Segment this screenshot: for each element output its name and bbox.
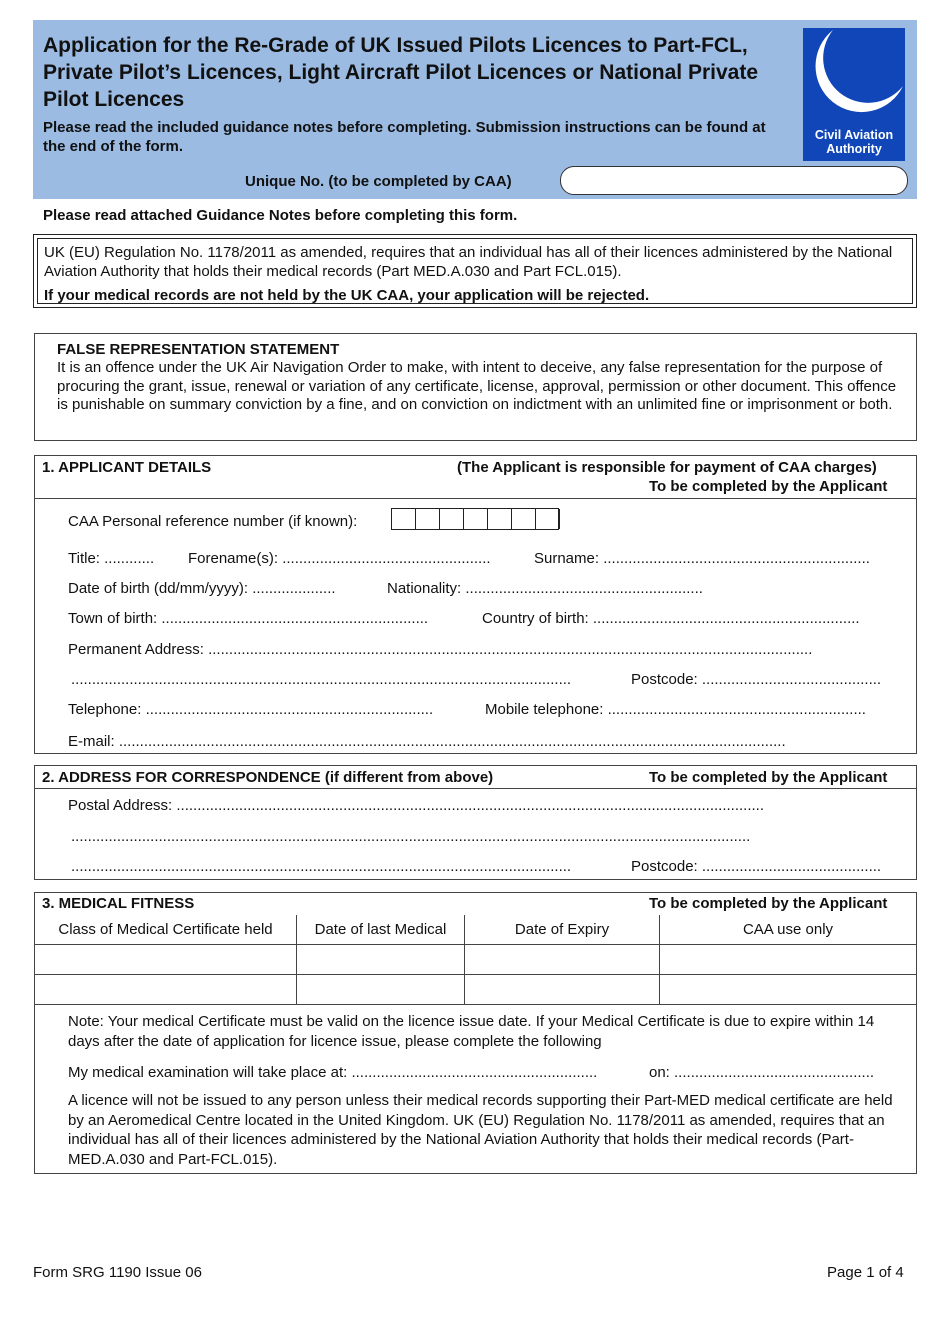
correspondence-postcode-field[interactable]: Postcode: ........................................... [631,858,882,875]
section1-charges-note: (The Applicant is responsible for payment of CAA charges) [457,459,877,476]
regulation-warning: If your medical records are not held by the UK CAA, your application will be rejected. [44,287,650,304]
guidance-note: Please read attached Guidance Notes before completing this form. [43,207,518,224]
caa-use-cell [660,945,917,975]
permanent-address-field[interactable]: Permanent Address: ................................................................................................................................................. [68,641,813,658]
section2-header [35,766,916,789]
forename-field[interactable]: Forename(s): .................................................. [188,550,491,567]
false-representation-body: It is an offence under the UK Air Navigation Order to make, with intent to deceive, any false representation for the purpose of procuring the grant, issue, renewal or variation of any certificate, license, approval, permission or other document. This offence is punishable on summary conviction by a fine, and on conviction on indictment with an unlimited fine or imprisonment or both. [57,359,897,413]
licence-issue-note: A licence will not be issued to any person unless their medical records supporting their Part-MED medical certificate are held by an Aeromedical Centre located in the United Kingdom. UK (EU) Regulation No. 1178/2011 as amended, requires that an individual has all of their licences administered by the National Aviation Authority that holds their medical records (Part-MED.A.030 and Part-FCL.015). [68,1092,893,1168]
col-last-medical-header: Date of last Medical [297,915,465,945]
col-expiry-header: Date of Expiry [465,915,660,945]
caa-ref-label: CAA Personal reference number (if known): [68,513,358,530]
medical-table-header [35,915,916,945]
telephone-field[interactable]: Telephone: ..................................................................... [68,701,434,718]
medical-class-cell[interactable] [35,975,297,1005]
title-field[interactable]: Title: ............ [68,550,155,567]
false-representation-heading: FALSE REPRESENTATION STATEMENT [57,341,340,358]
section-applicant-details [34,455,917,754]
header-instructions: Please read the included guidance notes before completing. Submission instructions can be found at the end of the form. [43,119,766,155]
section1-heading: 1. APPLICANT DETAILS [42,459,212,476]
false-representation-box [34,333,917,441]
caa-use-cell [660,975,917,1005]
last-medical-cell[interactable] [297,975,465,1005]
medical-exam-date-field[interactable]: on: ................................................ [649,1064,875,1081]
medical-note: Note: Your medical Certificate must be valid on the licence issue date. If your Medical Certificate is due to expire within 14 days after the date of application for licence issue, please complete the following [68,1013,875,1050]
nationality-field[interactable]: Nationality: ......................................................... [387,580,703,597]
logo-line2: Authority [826,142,882,156]
country-of-birth-field[interactable]: Country of birth: ................................................................ [482,610,860,627]
page-number: Page 1 of 4 [827,1264,904,1281]
medical-table [35,915,916,1005]
section1-applicant-note: To be completed by the Applicant [649,478,888,495]
regulation-text: UK (EU) Regulation No. 1178/2011 as amended, requires that an individual has all of their licences administered by the National Aviation Authority that holds their medical records (Part MED.A.030 and Part FCL.015). [44,244,893,280]
section3-heading: 3. MEDICAL FITNESS [42,895,195,912]
last-medical-cell[interactable] [297,945,465,975]
logo-text [803,128,905,156]
caa-logo [803,28,905,161]
email-field[interactable]: E-mail: ................................................................................................................................................................ [68,733,786,750]
medical-exam-location-field[interactable]: My medical examination will take place at: ........................................................... [68,1064,598,1081]
postal-address-field[interactable]: Postal Address: ............................................................................................................................................. [68,797,765,814]
mobile-field[interactable]: Mobile telephone: .............................................................. [485,701,866,718]
section2-heading: 2. ADDRESS FOR CORRESPONDENCE (if different from above) [42,769,494,786]
postal-address-line2[interactable]: ................................................................................................................................................................... [71,828,751,845]
form-header [33,20,917,199]
surname-field[interactable]: Surname: ................................................................ [534,550,870,567]
postcode-field[interactable]: Postcode: ........................................... [631,671,882,688]
table-row [35,945,916,975]
section1-header [35,456,916,499]
section3-applicant-note: To be completed by the Applicant [649,895,888,912]
dob-field[interactable]: Date of birth (dd/mm/yyyy): .................... [68,580,336,597]
medical-class-cell[interactable] [35,945,297,975]
section-correspondence-address [34,765,917,880]
logo-line1: Civil Aviation [814,128,894,142]
page-title: Application for the Re-Grade of UK Issued Pilots Licences to Part-FCL, Private Pilot’s Licences, Light Aircraft Pilot Licences or National Private Pilot Licences [43,34,758,111]
caa-ref-input[interactable] [391,508,559,530]
permanent-address-line2[interactable]: ........................................................................................................................ [71,671,572,688]
table-row [35,975,916,1005]
col-caa-use-header: CAA use only [660,915,917,945]
town-of-birth-field[interactable]: Town of birth: ................................................................ [68,610,429,627]
postal-address-line3[interactable]: ........................................................................................................................ [71,858,572,875]
section2-applicant-note: To be completed by the Applicant [649,769,888,786]
form-id: Form SRG 1190 Issue 06 [33,1264,202,1281]
section-medical-fitness [34,892,917,1174]
expiry-cell[interactable] [465,975,660,1005]
unique-no-field[interactable] [560,166,908,195]
regulation-inner-box [37,238,913,304]
expiry-cell[interactable] [465,945,660,975]
section3-header [35,893,916,915]
col-class-header: Class of Medical Certificate held [35,915,297,945]
unique-no-label: Unique No. (to be completed by CAA) [245,173,512,190]
regulation-box [33,234,917,308]
